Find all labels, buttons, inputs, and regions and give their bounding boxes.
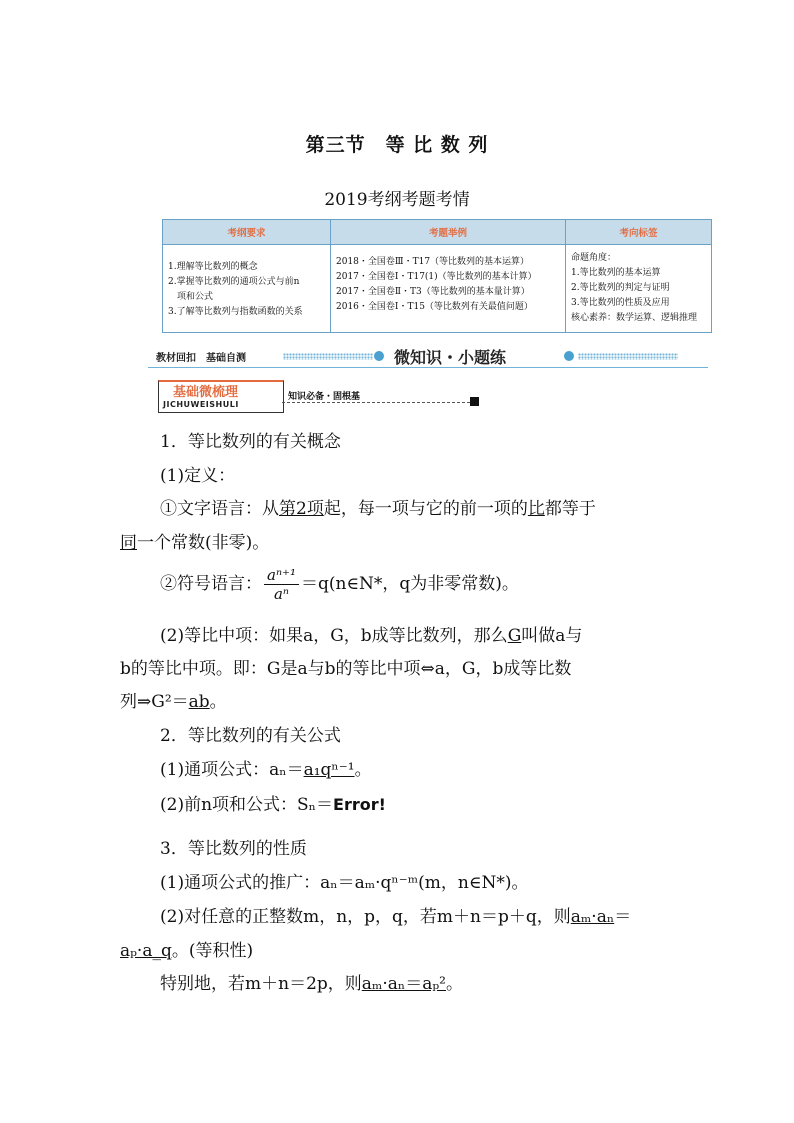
text-line <box>160 793 386 817</box>
table-header: 考纲要求 <box>163 220 331 245</box>
section-badge <box>158 380 284 413</box>
banner-underline <box>148 367 708 368</box>
list-item: 3.等比数列的性质及应用 <box>571 298 670 308</box>
text-span: 。 <box>209 692 227 712</box>
text-line <box>160 624 582 648</box>
exam-table <box>162 219 712 333</box>
underlined-answer: ab <box>188 692 210 712</box>
text-span: (2)等比中项：如果a，G，b成等比数列，那么 <box>160 626 508 646</box>
text-span: 。 <box>354 760 372 780</box>
underlined-answer: aₚ·a_q <box>120 941 172 961</box>
list-item: 命题角度： <box>571 253 617 263</box>
text-line <box>160 566 519 603</box>
error-text: Error! <box>333 795 386 814</box>
list-item: 2018・全国卷Ⅲ・T17（等比数列的基本运算） <box>336 257 530 267</box>
text-span: ＝ <box>614 907 632 927</box>
page-title: 第三节 等 比 数 列 <box>305 134 489 156</box>
underlined-answer: 同 <box>120 533 137 553</box>
list-item: 2017・全国卷Ⅰ・T17(1)（等比数列的基本计算） <box>336 272 537 282</box>
text-span: 。(等积性) <box>171 941 254 961</box>
list-item: 3.了解等比数列与指数函数的关系 <box>168 307 303 317</box>
underlined-answer: aₘ·aₙ <box>570 907 615 927</box>
badge-title: 基础微梳理 <box>173 385 239 400</box>
table-cell-tags <box>566 245 712 333</box>
dotted-decoration <box>283 353 373 360</box>
banner-title: 微知识・小题练 <box>394 348 507 367</box>
circle-icon <box>374 351 384 361</box>
page-subtitle: 2019考纲考题考情 <box>324 190 470 210</box>
text-span: 列⇒G²＝ <box>120 692 189 712</box>
text-line <box>160 497 596 521</box>
badge-side-text: 知识必备・固根基 <box>288 392 361 402</box>
underlined-answer: 第2项 <box>279 499 324 519</box>
text-span: (2)对任意的正整数m，n，p，q，若m＋n＝p＋q，则 <box>160 907 571 927</box>
badge-pinyin: JICHUWEISHULI <box>163 400 239 409</box>
list-item: 核心素养：数学运算、逻辑推理 <box>571 313 698 323</box>
text-line: (1)通项公式的推广：aₙ＝aₘ·qⁿ⁻ᵐ(m，n∈N*)。 <box>160 873 529 893</box>
section-heading: 3．等比数列的性质 <box>160 839 307 859</box>
text-span: 起，每一项与它的前一项的 <box>323 499 528 519</box>
text-line <box>160 972 463 996</box>
text-span: ②符号语言： <box>160 574 262 594</box>
banner-left-text: 教材回扣 基础自测 <box>156 353 246 364</box>
table-cell-requirements <box>163 245 331 333</box>
circle-icon <box>564 351 574 361</box>
list-item: 2016・全国卷Ⅰ・T15（等比数列有关最值问题） <box>336 302 533 312</box>
list-item: 项和公式 <box>168 292 214 302</box>
divider <box>282 402 470 403</box>
text-line <box>160 758 372 782</box>
underlined-answer: 比 <box>527 499 545 519</box>
text-line: b的等比中项。即：G是a与b的等比中项⇔a，G，b成等比数 <box>120 659 572 679</box>
underlined-answer: a₁qⁿ⁻¹ <box>303 760 355 780</box>
list-item: 2.等比数列的判定与证明 <box>571 283 670 293</box>
fraction <box>264 566 299 603</box>
list-item: 2017・全国卷Ⅱ・T3（等比数列的基本量计算） <box>336 287 530 297</box>
text-span: (1)通项公式：aₙ＝ <box>160 760 304 780</box>
text-span: 特别地，若m＋n＝2p，则 <box>160 974 362 994</box>
section-heading: 2．等比数列的有关公式 <box>160 726 341 746</box>
list-item: 1.理解等比数列的概念 <box>168 262 258 272</box>
square-icon <box>470 397 479 406</box>
text-line <box>120 531 269 555</box>
text-span: 。 <box>445 974 463 994</box>
section-heading: 1．等比数列的有关概念 <box>160 432 341 452</box>
list-item: 2.掌握等比数列的通项公式与前n <box>168 277 300 287</box>
dotted-decoration <box>578 353 678 360</box>
text-span: 叫做a与 <box>521 626 583 646</box>
text-span: ①文字语言：从 <box>160 499 279 519</box>
table-header: 考题举例 <box>331 220 566 245</box>
text-span: ＝q(n∈N*，q为非零常数)。 <box>300 574 519 594</box>
table-cell-examples <box>331 245 566 333</box>
text-line: (1)定义： <box>160 466 236 486</box>
text-span: 一个常数(非零)。 <box>137 533 270 553</box>
text-line <box>120 690 227 714</box>
list-item: 1.等比数列的基本运算 <box>571 268 661 278</box>
text-line <box>120 939 253 963</box>
fraction-denominator: aⁿ <box>273 585 289 603</box>
underlined-answer: G <box>507 626 522 646</box>
text-line <box>160 905 631 929</box>
table-header: 考向标签 <box>566 220 712 245</box>
text-span: (2)前n项和公式：Sₙ＝ <box>160 795 334 815</box>
underlined-answer: aₘ·aₙ＝aₚ² <box>361 974 446 994</box>
text-span: 都等于 <box>544 499 596 519</box>
section-banner <box>148 345 708 369</box>
fraction-numerator: aⁿ⁺¹ <box>264 566 299 585</box>
